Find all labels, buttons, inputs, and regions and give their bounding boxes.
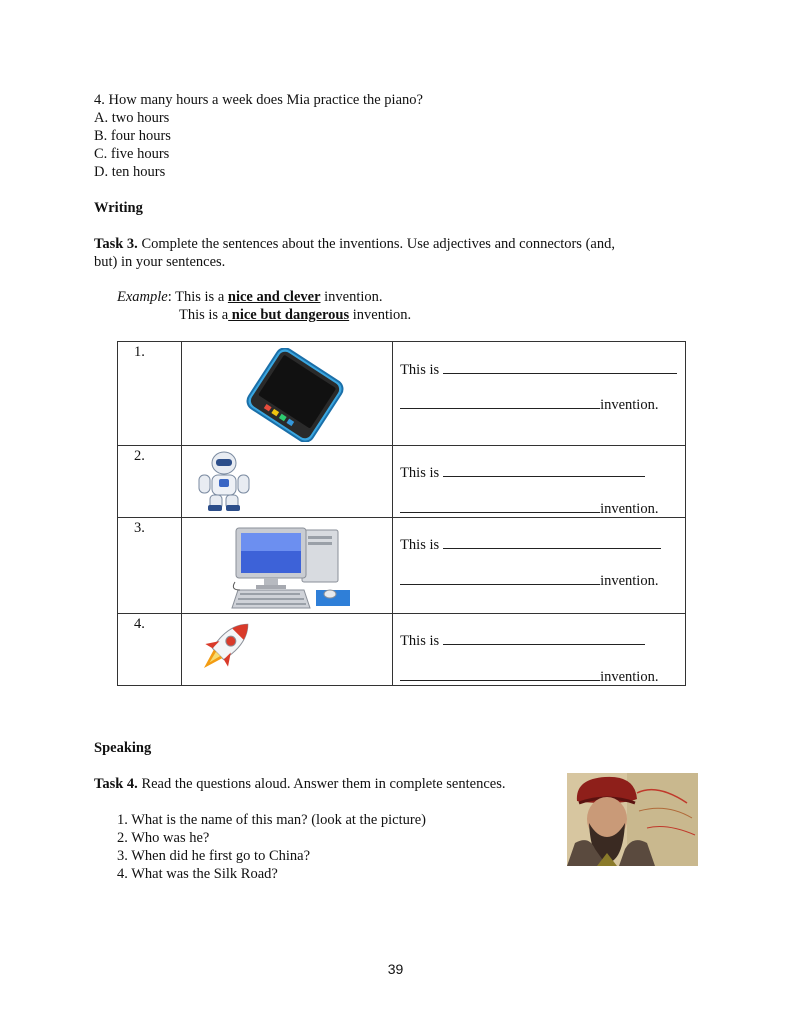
answer-blank[interactable] <box>400 572 600 585</box>
task-3-instructions: Task 3. Complete the sentences about the inventions. Use adjectives and connectors (and, <box>94 236 615 252</box>
speaking-question: 4. What was the Silk Road? <box>117 866 278 882</box>
row-number: 3. <box>134 520 145 536</box>
table-row <box>118 446 686 518</box>
row-number: 2. <box>134 448 145 464</box>
speaking-heading: Speaking <box>94 740 152 756</box>
answer-suffix: invention. <box>600 501 659 517</box>
answer-blank[interactable] <box>443 464 645 477</box>
explorer-portrait-icon <box>567 773 698 866</box>
computer-icon <box>230 524 360 610</box>
option-a: A. two hours <box>94 110 170 126</box>
answer-prompt: This is <box>400 633 440 649</box>
rocket-icon <box>190 614 260 682</box>
speaking-question: 1. What is the name of this man? (look at the picture) <box>117 812 426 828</box>
answer-blank[interactable] <box>400 668 600 681</box>
row-number: 4. <box>134 616 145 632</box>
answer-suffix: invention. <box>600 669 659 685</box>
answer-prompt: This is <box>400 465 440 481</box>
speaking-question: 2. Who was he? <box>117 830 210 846</box>
answer-blank[interactable] <box>400 500 600 513</box>
table-row <box>118 518 686 614</box>
writing-heading: Writing <box>94 200 143 216</box>
answer-prompt: This is <box>400 362 440 378</box>
table-row <box>118 342 686 446</box>
answer-blank[interactable] <box>443 536 661 549</box>
option-b: B. four hours <box>94 128 171 144</box>
example-line-2: This is a nice but dangerous invention. <box>179 307 412 323</box>
answer-suffix: invention. <box>600 397 659 413</box>
smartphone-icon <box>232 348 358 442</box>
task-3-instructions-cont: but) in your sentences. <box>94 254 226 270</box>
row-number: 1. <box>134 344 145 360</box>
inventions-table <box>117 341 686 686</box>
answer-blank[interactable] <box>443 632 645 645</box>
task-4-instructions: Task 4. Read the questions aloud. Answer them in complete sentences. <box>94 776 506 792</box>
table-row <box>118 614 686 686</box>
speaking-question: 3. When did he first go to China? <box>117 848 311 864</box>
option-c: C. five hours <box>94 146 170 162</box>
robot-icon <box>190 449 258 513</box>
example-line-1: Example: This is a nice and clever invention. <box>117 289 383 305</box>
answer-suffix: invention. <box>600 573 659 589</box>
task-4-label: Task 4. <box>94 776 138 792</box>
question-4: 4. How many hours a week does Mia practice the piano? <box>94 92 423 108</box>
option-d: D. ten hours <box>94 164 166 180</box>
page-number: 39 <box>387 961 404 977</box>
answer-blank[interactable] <box>400 396 600 409</box>
answer-prompt: This is <box>400 537 440 553</box>
answer-blank[interactable] <box>443 361 677 374</box>
task-3-label: Task 3. <box>94 236 138 252</box>
